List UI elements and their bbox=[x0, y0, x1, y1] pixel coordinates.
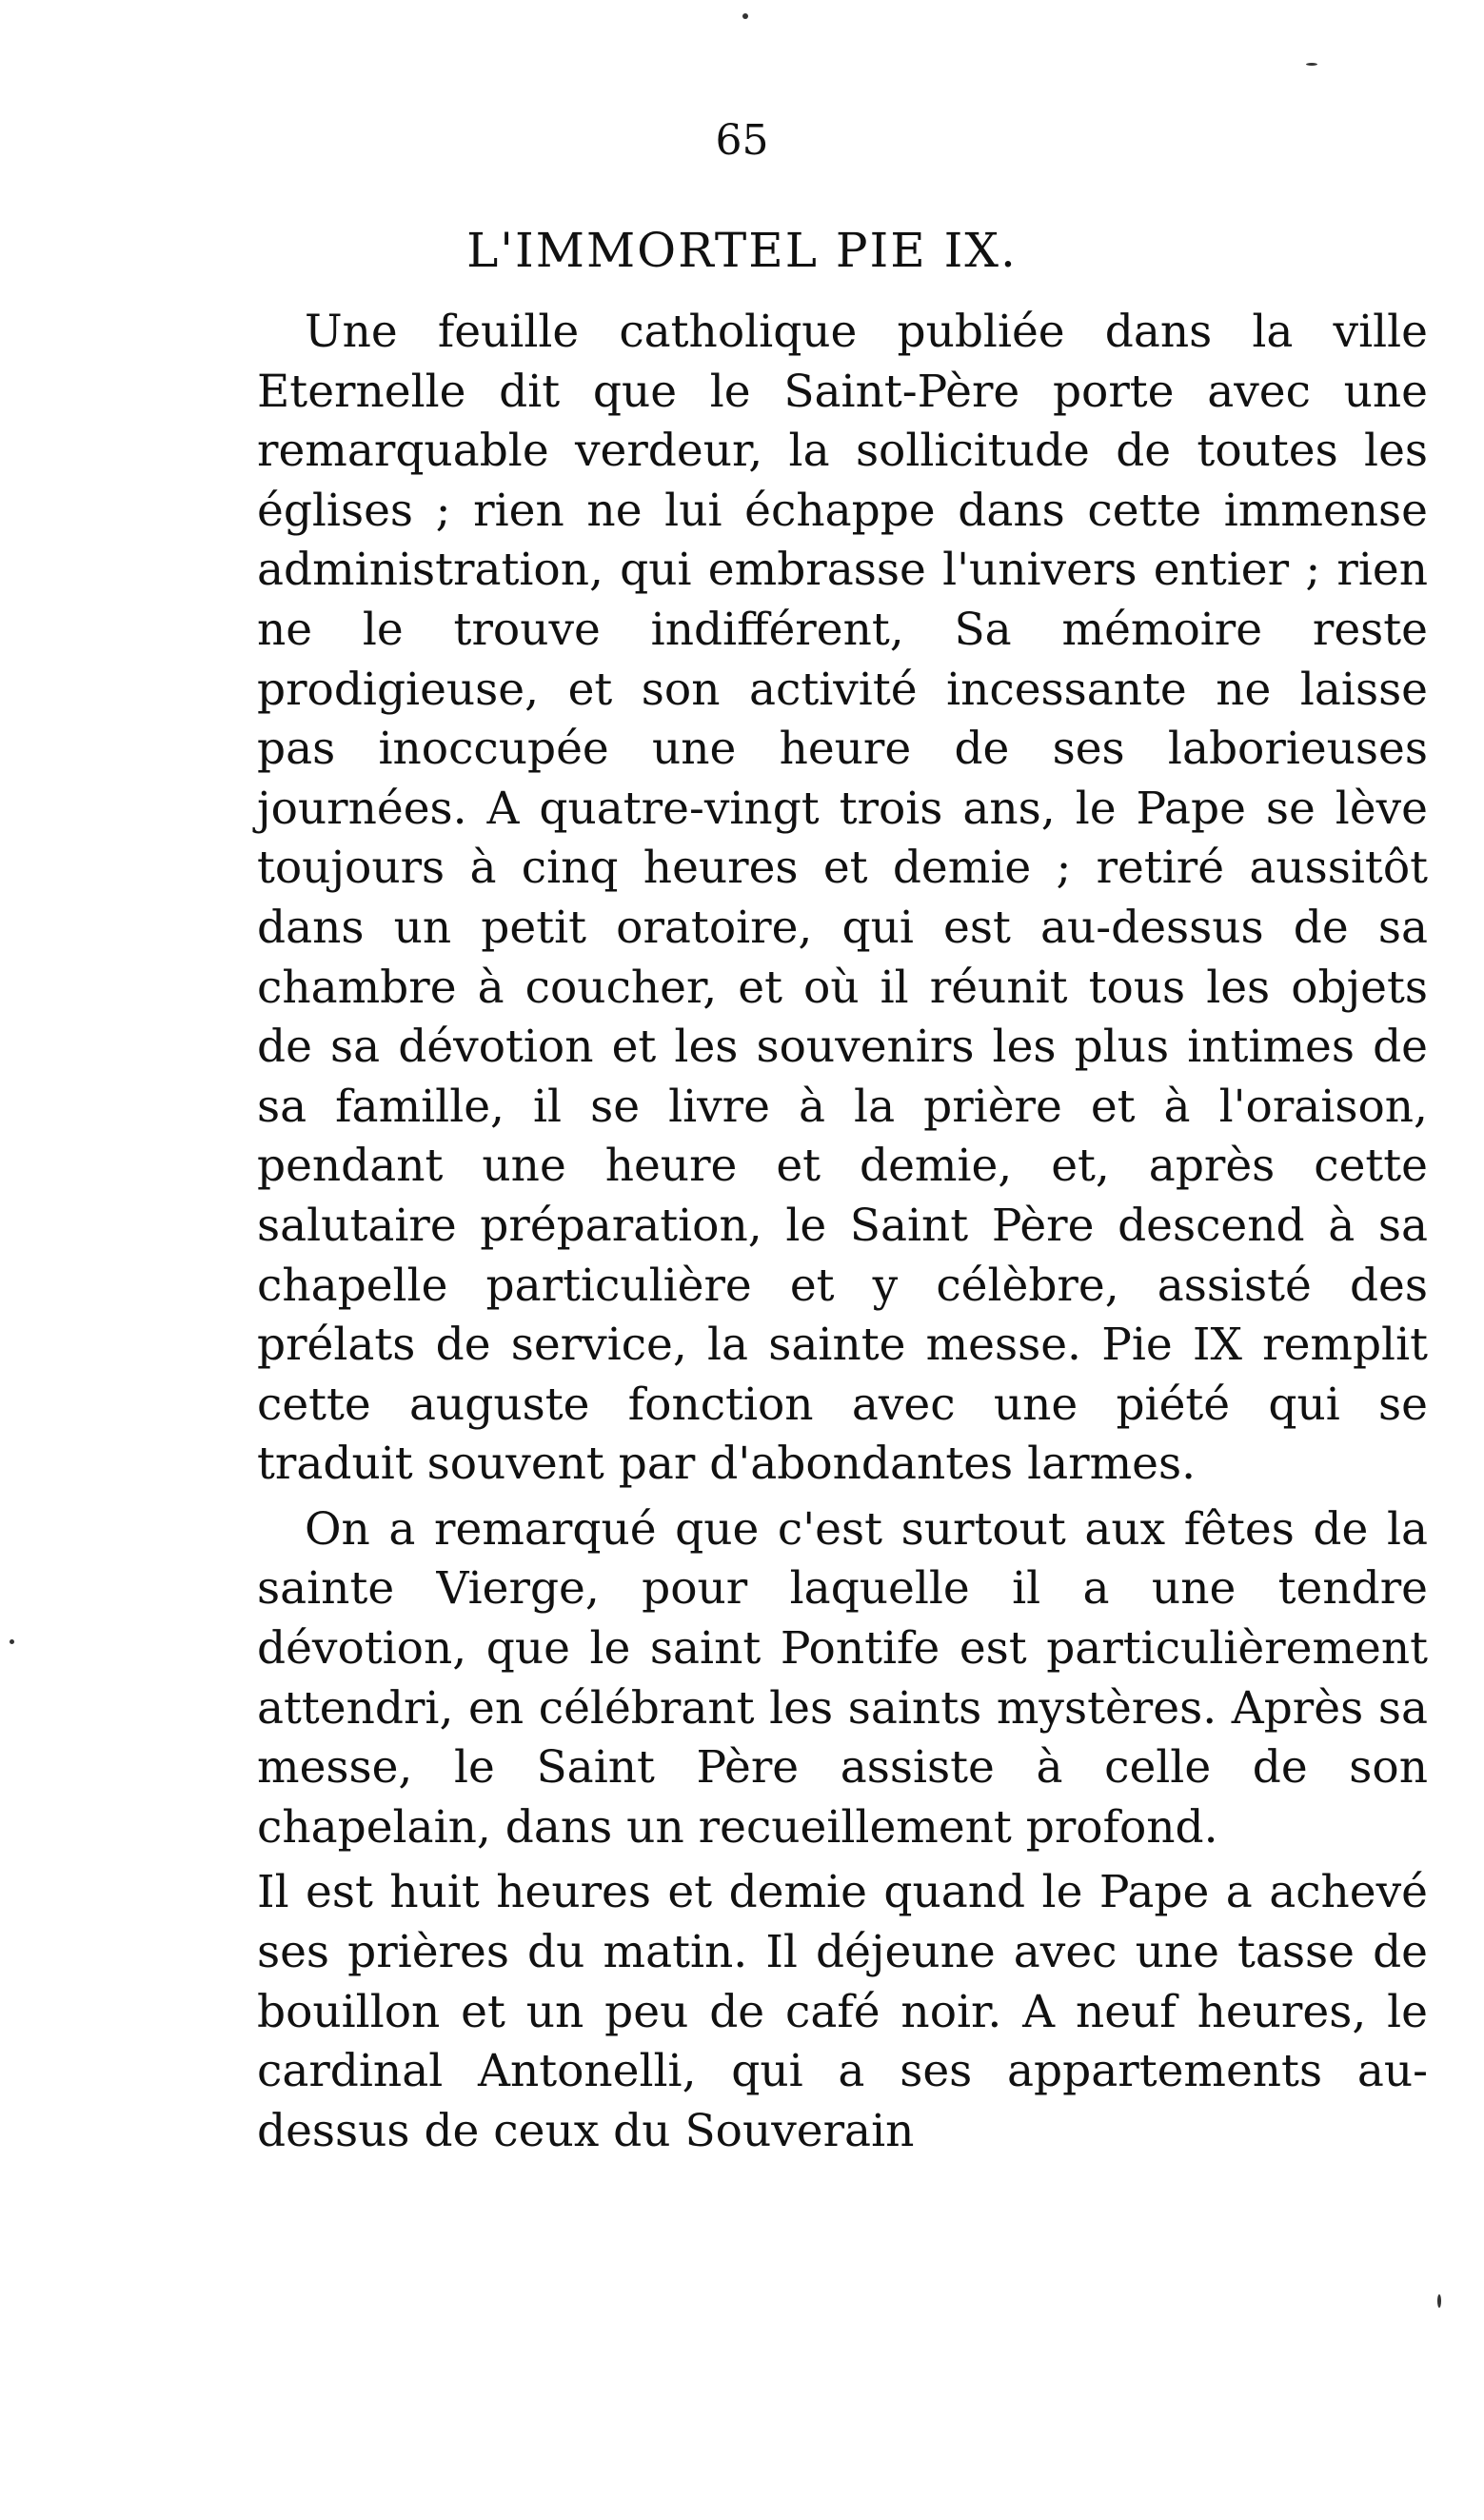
running-title: L'IMMORTEL PIE IX. bbox=[466, 223, 1018, 278]
body-text bbox=[257, 303, 1428, 2161]
paragraph-3: Il est huit heures et demie quand le Pape a achevé ses prières du matin. Il déjeune avec une tasse de bouillon et un peu de café noir. A neuf heures, le cardinal Antonelli, qui a ses appartements au-dessus de ceux du Souverain bbox=[257, 1866, 1428, 2157]
scan-speck bbox=[10, 1639, 14, 1644]
paragraph-2: On a remarqué que c'est surtout aux fêtes de la sainte Vierge, pour laquelle il a une tendre dévotion, que le saint Pontife est particulièrement attendri, en célébrant les saints mystères. Après sa messe, le Saint Père assiste à celle de son chapelain, dans un recueillement profond. bbox=[257, 1502, 1428, 1854]
page-number: 65 bbox=[715, 116, 769, 165]
paragraph-1: Une feuille catholique publiée dans la ville Eternelle dit que le Saint-Père porte avec une remarquable verdeur, la sollicitude de toutes les églises ; rien ne lui échappe dans cette immense administration, qui embrasse l'univers entier ; rien ne le trouve indifférent, Sa mémoire reste prodigieuse, et son activité incessante ne laisse pas inoccupée une heure de ses laborieuses journées. A quatre-vingt trois ans, le Pape se lève toujours à cinq heures et demie ; retiré aussitôt dans un petit oratoire, qui est au-dessus de sa chambre à coucher, et où il réunit tous les objets de sa dévotion et les souvenirs les plus intimes de sa famille, il se livre à la prière et à l'oraison, pendant une heure et demie, et, après cette salutaire préparation, le Saint Père descend à sa chapelle particulière et y célèbre, assisté des prélats de service, la sainte messe. Pie IX remplit cette auguste fonction avec une piété qui se traduit souvent par d'abondantes larmes. bbox=[257, 306, 1428, 1491]
scan-speck bbox=[742, 13, 748, 19]
scan-speck bbox=[1306, 63, 1317, 66]
scan-speck bbox=[1437, 2294, 1441, 2308]
